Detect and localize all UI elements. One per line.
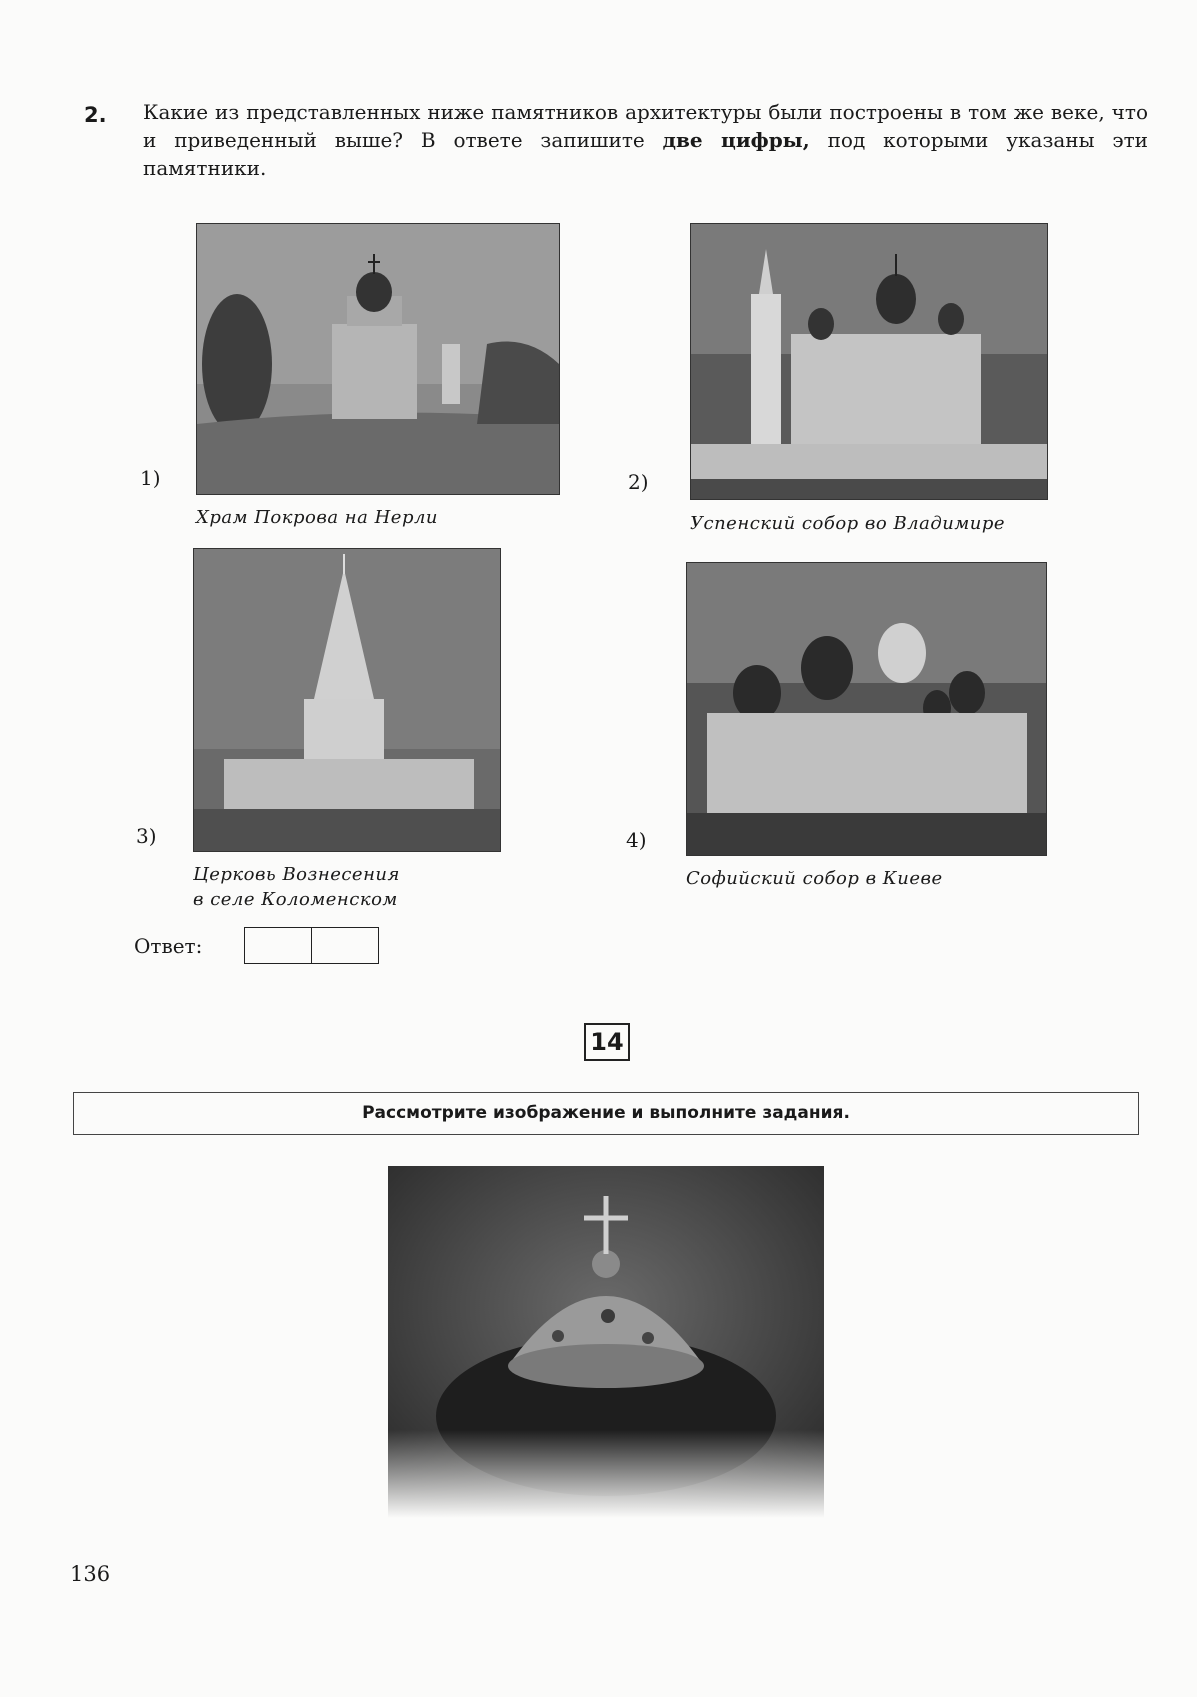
monument-1-photo — [196, 223, 560, 495]
monument-1-caption-line1: Храм Покрова на Нерли — [196, 507, 439, 528]
monument-2-caption — [690, 511, 1005, 536]
monument-4-label: 4) — [626, 828, 647, 852]
question-text — [143, 98, 1148, 182]
sophia-cathedral-image — [687, 563, 1046, 855]
monument-4-caption-line1: Софийский собор в Киеве — [686, 868, 943, 889]
answer-label: Ответ: — [134, 934, 203, 958]
task-number: 14 — [584, 1023, 630, 1061]
question-text-bold: две цифры, — [662, 128, 810, 152]
task-instruction: Рассмотрите изображение и выполните задания. — [73, 1092, 1139, 1135]
monument-2-photo — [690, 223, 1048, 500]
page-number: 136 — [70, 1562, 111, 1586]
monument-3-caption-line2: в селе Коломенском — [193, 889, 398, 910]
monomakh-cap-photo — [388, 1166, 824, 1518]
monument-2-caption-line1: Успенский собор во Владимире — [690, 513, 1006, 534]
church-nerl-image — [197, 224, 559, 494]
monument-1-label: 1) — [140, 466, 161, 490]
question-text-before: Какие из представленных ниже памятников архитектуры были построены в том же веке, что и приведенный выше? В ответе запишите — [143, 100, 1148, 152]
monument-1-caption — [196, 505, 438, 530]
ascension-church-image — [194, 549, 500, 851]
answer-cell-2[interactable] — [312, 928, 378, 963]
monument-3-label: 3) — [136, 824, 157, 848]
monument-4-caption — [686, 866, 943, 891]
question-text-after: под которыми указаны эти памятники. — [143, 128, 1148, 180]
monument-3-caption-line1: Церковь Вознесения — [193, 864, 400, 885]
monument-2-label: 2) — [628, 470, 649, 494]
answer-box[interactable] — [244, 927, 379, 964]
assumption-cathedral-image — [691, 224, 1047, 499]
monument-3-caption — [193, 862, 400, 912]
monument-3-photo — [193, 548, 501, 852]
monomakh-cap-image — [388, 1166, 824, 1518]
question-number: 2. — [84, 103, 107, 127]
answer-cell-1[interactable] — [245, 928, 312, 963]
monument-4-photo — [686, 562, 1047, 856]
